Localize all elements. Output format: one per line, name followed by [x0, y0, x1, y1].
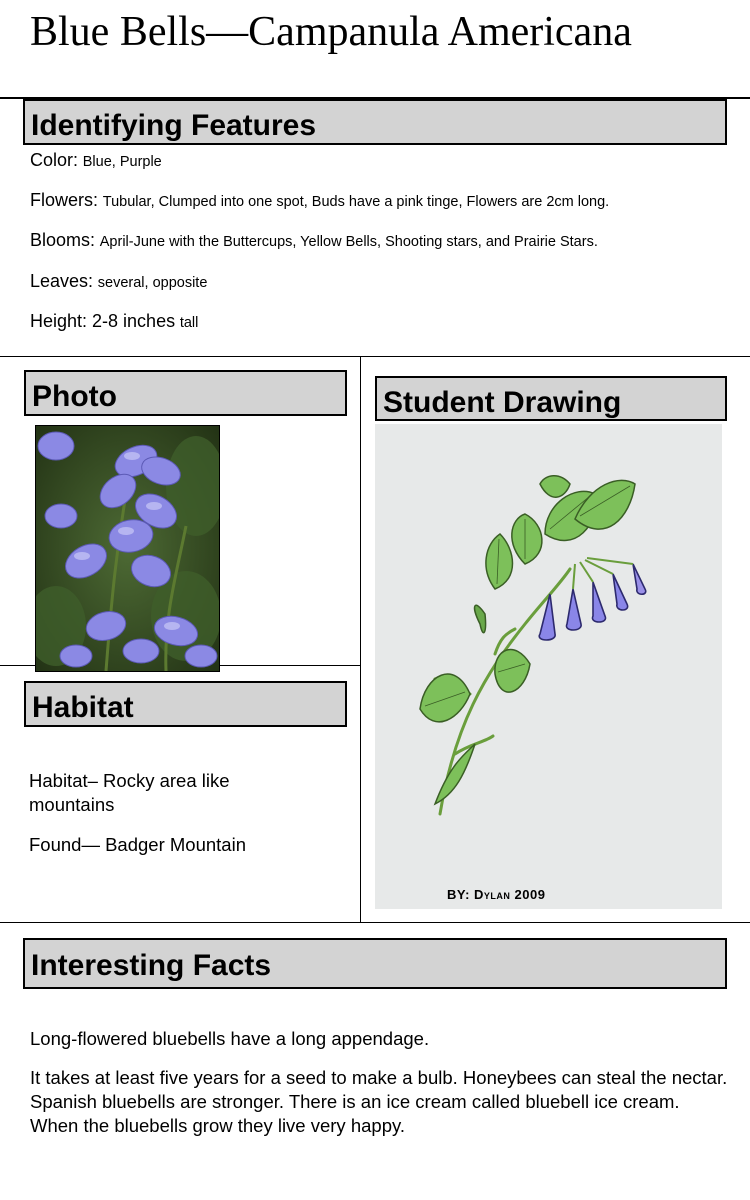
fact-paragraph: Long-flowered bluebells have a long appendage.: [30, 1028, 430, 1049]
feature-leaves: [30, 271, 207, 292]
facts-heading: Interesting Facts: [23, 938, 727, 989]
feature-color: [30, 150, 162, 171]
feature-value: April-June with the Buttercups, Yellow Bells, Shooting stars, and Prairie Stars.: [99, 234, 598, 250]
feature-value: Tubular, Clumped into one spot, Buds have a pink tinge, Flowers are 2cm long.: [102, 194, 610, 210]
feature-label: Blooms:: [30, 230, 96, 250]
student-drawing-image: [375, 424, 722, 909]
habitat-text: Habitat– Rocky area like mountains: [29, 770, 230, 815]
bluebell-photo: [35, 425, 220, 672]
habitat-found: Found— Badger Mountain: [29, 834, 246, 855]
feature-blooms: [30, 230, 598, 251]
column-divider: [360, 356, 361, 922]
feature-label: Color:: [30, 150, 79, 170]
feature-label: Flowers:: [30, 190, 99, 210]
feature-label: Height: 2-8 inches: [30, 311, 176, 331]
drawing-byline: BY: Dylan 2009: [447, 887, 546, 902]
photo-heading: Photo: [24, 370, 347, 416]
features-divider: [0, 356, 750, 357]
habitat-heading: Habitat: [24, 681, 347, 727]
drawing-heading: Student Drawing: [375, 376, 727, 421]
page-title: Blue Bells—Campanula Americana: [30, 9, 632, 55]
feature-height: [30, 311, 198, 332]
feature-value: tall: [179, 315, 199, 331]
student-drawing: [375, 424, 722, 909]
features-heading: Identifying Features: [23, 99, 727, 145]
feature-value: Blue, Purple: [82, 154, 162, 170]
bluebell-photo-image: [36, 426, 219, 671]
feature-flowers: [30, 190, 609, 211]
feature-label: Leaves:: [30, 271, 94, 291]
facts-divider: [0, 922, 750, 923]
feature-value: several, opposite: [97, 275, 208, 291]
fact-paragraph: It takes at least five years for a seed to make a bulb. Honeybees can steal the nectar. Spanish bluebells are stronger. There is an ice cream called bluebell ice cream. When the bluebells grow they live very happy.: [30, 1067, 728, 1136]
